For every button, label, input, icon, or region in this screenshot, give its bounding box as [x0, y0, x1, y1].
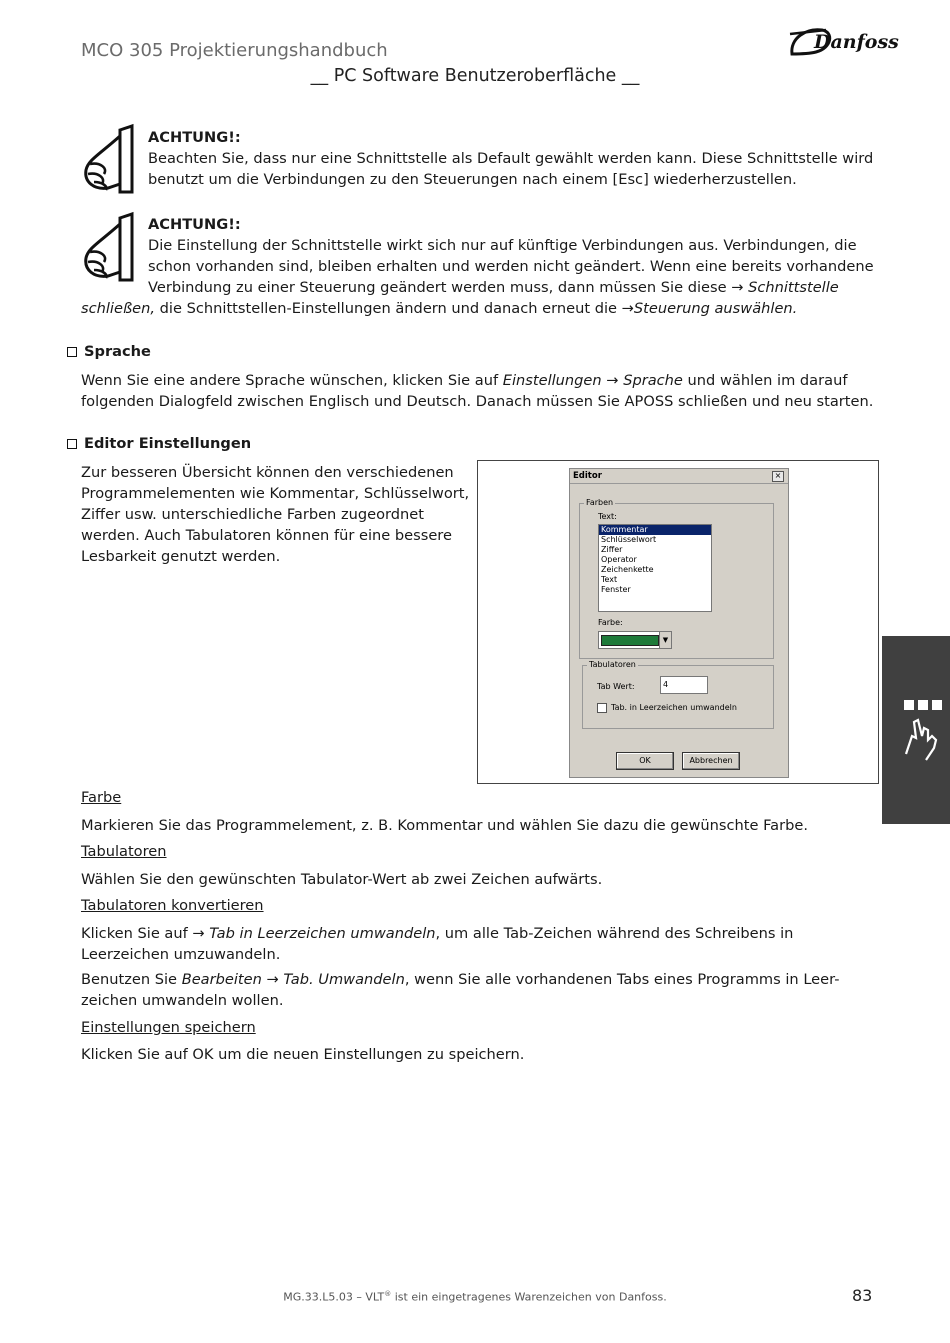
hand-keypad-icon	[882, 636, 950, 824]
tabulatoren-heading: Tabulatoren	[81, 843, 167, 860]
footer: MG.33.L5.03 – VLT® ist ein eingetragenes Warenzeichen von Danfoss.	[283, 1290, 667, 1304]
square-bullet-icon	[67, 347, 77, 357]
element-listbox[interactable]	[598, 524, 712, 612]
editor-dialog	[569, 468, 789, 778]
note-line: Verbindung zu einer Steuerung geändert werden muss, dann müssen Sie diese → Schnittstelle	[148, 279, 839, 296]
note-line: Die Einstellung der Schnittstelle wirkt sich nur auf künftige Verbindungen aus. Verbindungen, die	[148, 237, 857, 254]
section-title: __ PC Software Benutzeroberfläche __	[310, 66, 640, 86]
tab-value-label: Tab Wert:	[597, 682, 635, 691]
chevron-down-icon[interactable]: ▼	[659, 632, 671, 648]
list-item[interactable]: Schlüsselwort	[601, 535, 657, 544]
pointing-hand-icon	[80, 212, 138, 282]
sprache-text: Wenn Sie eine andere Sprache wünschen, klicken Sie auf Einstellungen → Sprache und wählen im darauf folgenden Dialogfeld zwischen Englisch und Deutsch. Danach müssen Sie APOSS schließen und neu starten.	[81, 372, 874, 410]
color-swatch	[601, 635, 659, 646]
svg-text:Danfoss: Danfoss	[814, 31, 899, 53]
chapter-side-tab	[882, 636, 950, 824]
ok-button[interactable]: OK	[616, 752, 674, 770]
dialog-title: Editor	[570, 469, 788, 484]
square-bullet-icon	[67, 439, 77, 449]
pointing-hand-icon	[80, 124, 138, 194]
farbe-text: Markieren Sie das Programmelement, z. B. Kommentar und wählen Sie dazu die gewünschte Farbe.	[81, 817, 809, 834]
speichern-text: Klicken Sie auf OK um die neuen Einstellungen zu speichern.	[81, 1046, 525, 1063]
cancel-button[interactable]: Abbrechen	[682, 752, 740, 770]
danfoss-logo	[786, 24, 899, 60]
color-label: Farbe:	[598, 618, 623, 627]
list-item[interactable]: Ziffer	[601, 545, 623, 554]
editor-text: Zur besseren Übersicht können den verschiedenen Programmelementen wie Kommentar, Schlüsselwort, Ziffer usw. unterschiedliche Farben zugeordnet werden. Auch Tabulatoren können für eine bessere Lesbarkeit genutzt werden.	[81, 464, 470, 565]
list-item[interactable]: Kommentar	[599, 525, 711, 535]
farbe-heading: Farbe	[81, 789, 122, 806]
konvertieren-heading: Tabulatoren konvertieren	[81, 897, 264, 914]
close-icon[interactable]: ×	[772, 471, 784, 482]
tabs-group: Tabulatoren Tab Wert: 4 Tab. in Leerzeichen umwandeln	[582, 665, 774, 729]
editor-dialog-screenshot	[477, 460, 879, 784]
tabulatoren-text: Wählen Sie den gewünschten Tabulator-Wert ab zwei Zeichen aufwärts.	[81, 871, 603, 888]
convert-tabs-checkbox[interactable]	[597, 703, 607, 713]
document-title: MCO 305 Projektierungshandbuch	[81, 40, 388, 61]
konvertieren-text: Klicken Sie auf → Tab in Leerzeichen umwandeln, um alle Tab-Zeichen während des Schreibens in Leerzeichen umzuwandeln.	[81, 925, 794, 963]
warning-note-2	[148, 214, 878, 298]
list-item[interactable]: Text	[601, 575, 618, 584]
list-item[interactable]: Fenster	[601, 585, 631, 594]
colors-group: Farben Text: Kommentar Schlüsselwort Ziffer Operator Zeichenkette Text Fenster Farbe: ▼	[579, 503, 774, 659]
note-title: ACHTUNG!:	[148, 129, 241, 146]
tab-value-input[interactable]: 4	[660, 676, 708, 694]
color-select[interactable]	[598, 631, 672, 649]
sprache-heading: Sprache	[67, 343, 151, 360]
text-label: Text:	[598, 512, 617, 521]
editor-heading: Editor Einstellungen	[67, 435, 251, 452]
note-title: ACHTUNG!:	[148, 216, 241, 233]
note-line: benutzt um die Verbindungen zu den Steuerungen nach einem [Esc] wiederherzustellen.	[148, 171, 797, 188]
warning-note-1	[148, 127, 878, 190]
list-item[interactable]: Operator	[601, 555, 637, 564]
konvertieren-text-2: Benutzen Sie Bearbeiten → Tab. Umwandeln, wenn Sie alle vorhandenen Tabs eines Programms in Leer- zeichen umwandeln wollen.	[81, 971, 840, 1009]
note-line: schon vorhanden sind, bleiben erhalten und werden nicht geändert. Wenn eine bereits vorhandene	[148, 258, 874, 275]
page-number: 83	[852, 1286, 873, 1305]
note-line: Beachten Sie, dass nur eine Schnittstelle als Default gewählt werden kann. Diese Schnittstelle wird	[148, 150, 874, 167]
speichern-heading: Einstellungen speichern	[81, 1019, 256, 1036]
list-item[interactable]: Zeichenkette	[601, 565, 654, 574]
checkbox-label: Tab. in Leerzeichen umwandeln	[611, 703, 737, 712]
note-line-continued: schließen, die Schnittstellen-Einstellungen ändern und danach erneut die →Steuerung auswählen.	[81, 300, 798, 317]
